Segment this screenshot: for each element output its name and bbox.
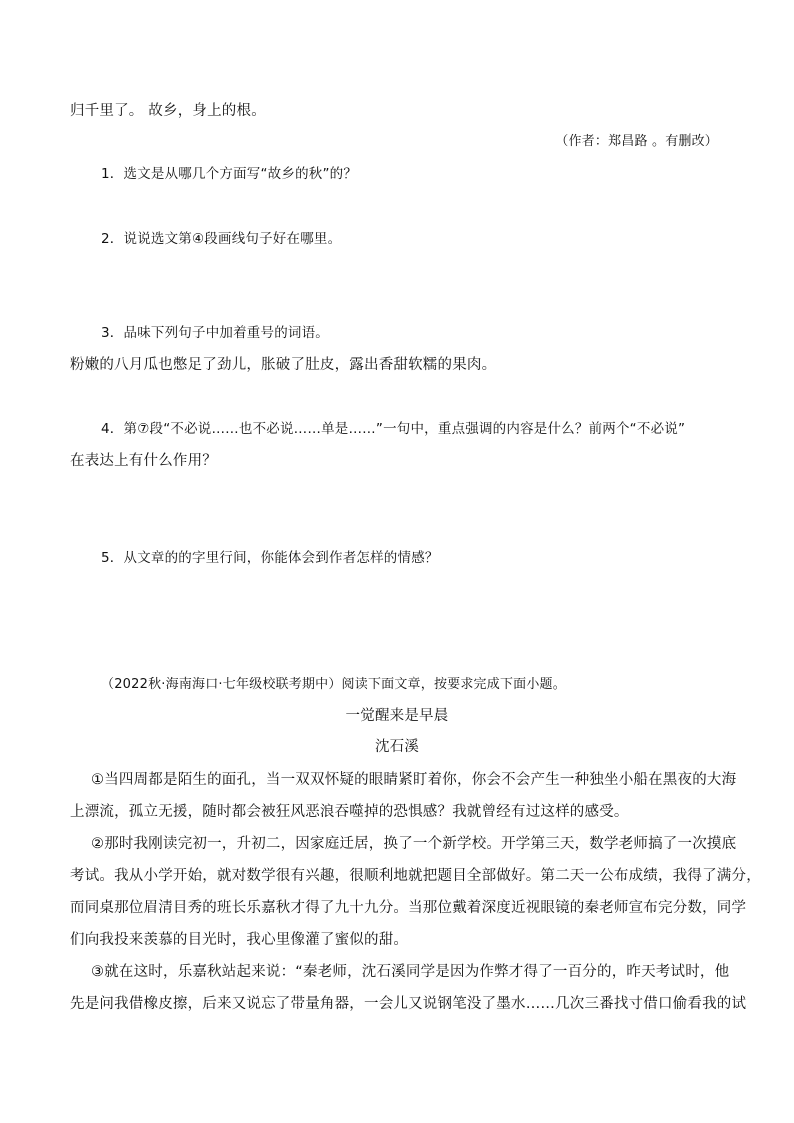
paragraph-3-line-1: ③就在这时，乐嘉秋站起来说：“秦老师，沈石溪同学是因为作弊才得了一百分的，昨天考试时，他 <box>91 964 730 980</box>
question-3: 3．品味下列句子中加着重号的词语。 <box>101 325 329 341</box>
paragraph-1-line-1: ①当四周都是陌生的面孔，当一双双怀疑的眼睛紧盯着你，你会不会产生一种独坐小船在黑夜的大海 <box>91 772 737 788</box>
article-title: 一觉醒来是早晨 <box>345 708 449 724</box>
continuation-text: 归千里了。 故乡，身上的根。 <box>70 103 266 119</box>
paragraph-2-line-1: ②那时我刚读完初一，升初二，因家庭迁居，换了一个新学校。开学第三天，数学老师搞了一次摸底 <box>91 836 737 852</box>
author-note: （作者：郑昌路 。有删改） <box>555 134 718 149</box>
paragraph-3-line-2: 先是问我借橡皮擦，后来又说忘了带量角器，一会儿又说钢笔没了墨水……几次三番找寸借口偷看我的试 <box>70 996 747 1012</box>
question-2: 2．说说选文第④段画线句子好在哪里。 <box>101 231 342 247</box>
section-intro: （2022秋·海南海口·七年级校联考期中）阅读下面文章，按要求完成下面小题。 <box>101 677 566 692</box>
question-4-line-2: 在表达上有什么作用？ <box>70 453 217 469</box>
question-4-line-1: 4．第⑦段“不必说……也不必说……单是……”一句中，重点强调的内容是什么？前两个“不必说” <box>101 421 686 437</box>
paragraph-2-line-3: 而同桌那位眉清目秀的班长乐嘉秋才得了九十九分。当那位戴着深度近视眼镜的秦老师宣布完分数，同学 <box>70 900 747 916</box>
article-author: 沈石溪 <box>374 739 420 755</box>
question-1: 1．选文是从哪几个方面写“故乡的秋”的？ <box>101 166 358 182</box>
paragraph-2-line-4: 们向我投来羡慕的目光时，我心里像灌了蜜似的甜。 <box>70 932 409 948</box>
question-5: 5．从文章的的字里行间，你能体会到作者怎样的情感？ <box>101 550 439 566</box>
paragraph-2-line-2: 考试。我从小学开始，就对数学很有兴趣，很顺利地就把题目全部做好。第二天一公布成绩，我得了满分， <box>70 868 761 884</box>
paragraph-1-line-2: 上漂流，孤立无援，随时都会被狂风恶浪吞噬掉的恐惧感？我就曾经有过这样的感受。 <box>70 804 629 820</box>
quoted-sentence: 粉嫩的八月瓜也憋足了劲儿，胀破了肚皮，露出香甜软糯的果肉。 <box>70 357 497 373</box>
